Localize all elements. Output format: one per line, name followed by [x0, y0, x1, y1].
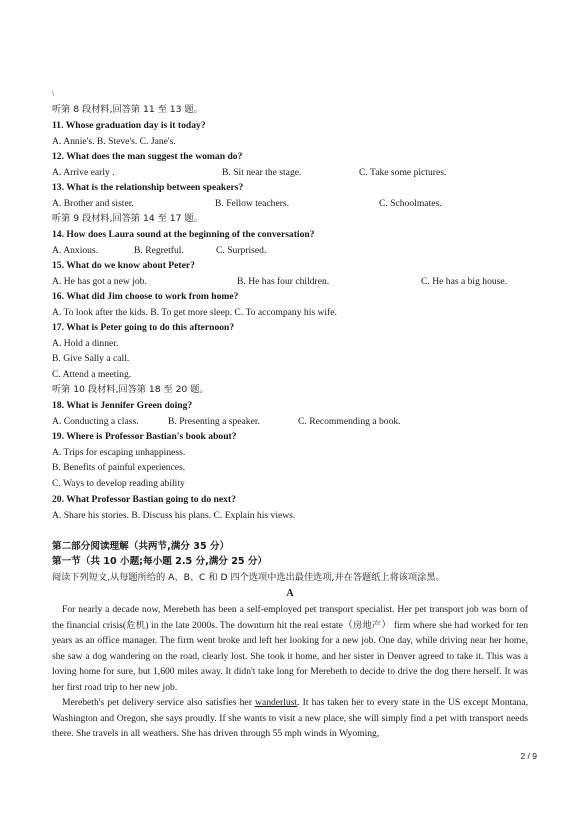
p1-text-c: ） firm where she had worked for ten years as an office manager. The firm went broke and left her looking for a new job. One day, while driving near her home, she saw a dog wandering on the road, clearly lost. She took it home, and her sister in Denver agreed to take it. This was a loving home for sure, but 1,600 miles away. It didn't take long for Merebeth to decide to drive the dog there herself. It was her first road trip to her new job. [52, 619, 529, 693]
q18-stem: 18. What is Jennifer Green doing? [52, 400, 193, 411]
q15-option-c: C. He has a big house. [421, 276, 508, 287]
q18-option-a: A. Conducting a class. [52, 416, 139, 427]
q15-stem: 15. What do we know about Peter? [52, 260, 195, 271]
section-one-heading: 第一节（共 10 小题;每小题 2.5 分,满分 25 分） [52, 556, 268, 567]
q19-stem: 19. Where is Professor Bastian's book about? [52, 431, 237, 442]
q11-stem: 11. Whose graduation day is it today? [52, 120, 206, 131]
q13-option-c: C. Schoolmates. [379, 198, 442, 209]
passage-paragraph-2 [52, 695, 528, 742]
instructions: 阅读下列短文,从每题所给的 A、B、C 和 D 四个选项中选出最佳选项,并在答题纸上将该项涂黑。 [52, 572, 445, 583]
q15-option-b: B. He has four children. [237, 276, 330, 287]
q13-option-b: B. Fellow teachers. [215, 198, 290, 209]
p1-text-b: ) in the late 2000s. The downturn hit the real estate（ [145, 619, 353, 631]
q18-option-b: B. Presenting a speaker. [168, 416, 260, 427]
section-10-heading: 听第 10 段材料,回答第 18 至 20 题。 [52, 384, 209, 395]
q20-options: A. Share his stories. B. Discuss his plans. C. Explain his views. [52, 510, 296, 521]
q12-option-c: C. Take some pictures. [359, 167, 447, 178]
q19-option-a: A. Trips for escaping unhappiness. [52, 447, 186, 458]
q16-stem: 16. What did Jim choose to work from home? [52, 291, 239, 302]
q19-option-b: B. Benefits of painful experiences. [52, 462, 186, 473]
q19-option-c: C. Ways to develop reading ability [52, 478, 185, 489]
gloss-crisis: 危机 [126, 619, 146, 631]
part-two-heading: 第二部分阅读理解（共两节,满分 35 分） [52, 541, 230, 552]
q17-option-c: C. Attend a meeting. [52, 369, 132, 380]
q20-stem: 20. What Professor Bastian going to do next? [52, 494, 236, 505]
section-9-heading: 听第 9 段材料,回答第 14 至 17 题。 [52, 213, 203, 224]
q14-option-b: B. Regretful. [134, 245, 184, 256]
q14-stem: 14. How does Laura sound at the beginning of the conversation? [52, 229, 315, 240]
passage-paragraph-1 [52, 602, 528, 695]
q17-stem: 17. What is Peter going to do this afternoon? [52, 322, 235, 333]
stray-mark: \ [52, 89, 55, 98]
section-8-heading: 听第 8 段材料,回答第 11 至 13 题。 [52, 104, 203, 115]
q15-option-a: A. He has got a new job. [52, 276, 147, 287]
p2-text-b: . It has taken her to every state in the US except Montana, Washington and Oregon, she says proudly. If she wants to visit a new place, she will simply find a pet with transport needs there. She travels in all weathers. She has driven through 55 mph winds in Wyoming, [52, 697, 528, 739]
q13-option-a: A. Brother and sister. [52, 198, 134, 209]
q14-option-c: C. Surprised. [216, 245, 267, 256]
page-number: 2 / 9 [520, 751, 537, 761]
q14-option-a: A. Anxious. [52, 245, 99, 256]
p1-text-a: For nearly a decade now, Merebeth has been a self-employed pet transport specialist. Her pet transport job was born of the financial crisis( [52, 604, 528, 631]
q12-stem: 12. What does the man suggest the woman do? [52, 151, 243, 162]
p2-text-a: Merebeth's pet delivery service also satisfies her [62, 697, 256, 708]
q12-option-b: B. Sit near the stage. [222, 167, 302, 178]
q12-option-a: A. Arrive early . [52, 167, 115, 178]
gloss-real-estate: 房地产 [352, 619, 382, 631]
q13-stem: 13. What is the relationship between speakers? [52, 182, 244, 193]
q17-option-b: B. Give Sally a call. [52, 353, 130, 364]
q11-options: A. Annie's. B. Steve's. C. Jane's. [52, 136, 176, 147]
q17-option-a: A. Hold a dinner. [52, 338, 119, 349]
passage-label: A [286, 588, 294, 599]
q16-options: A. To look after the kids. B. To get more sleep. C. To accompany his wife. [52, 307, 337, 318]
underlined-word: wanderlust [255, 697, 298, 708]
q18-option-c: C. Recommending a book. [298, 416, 401, 427]
